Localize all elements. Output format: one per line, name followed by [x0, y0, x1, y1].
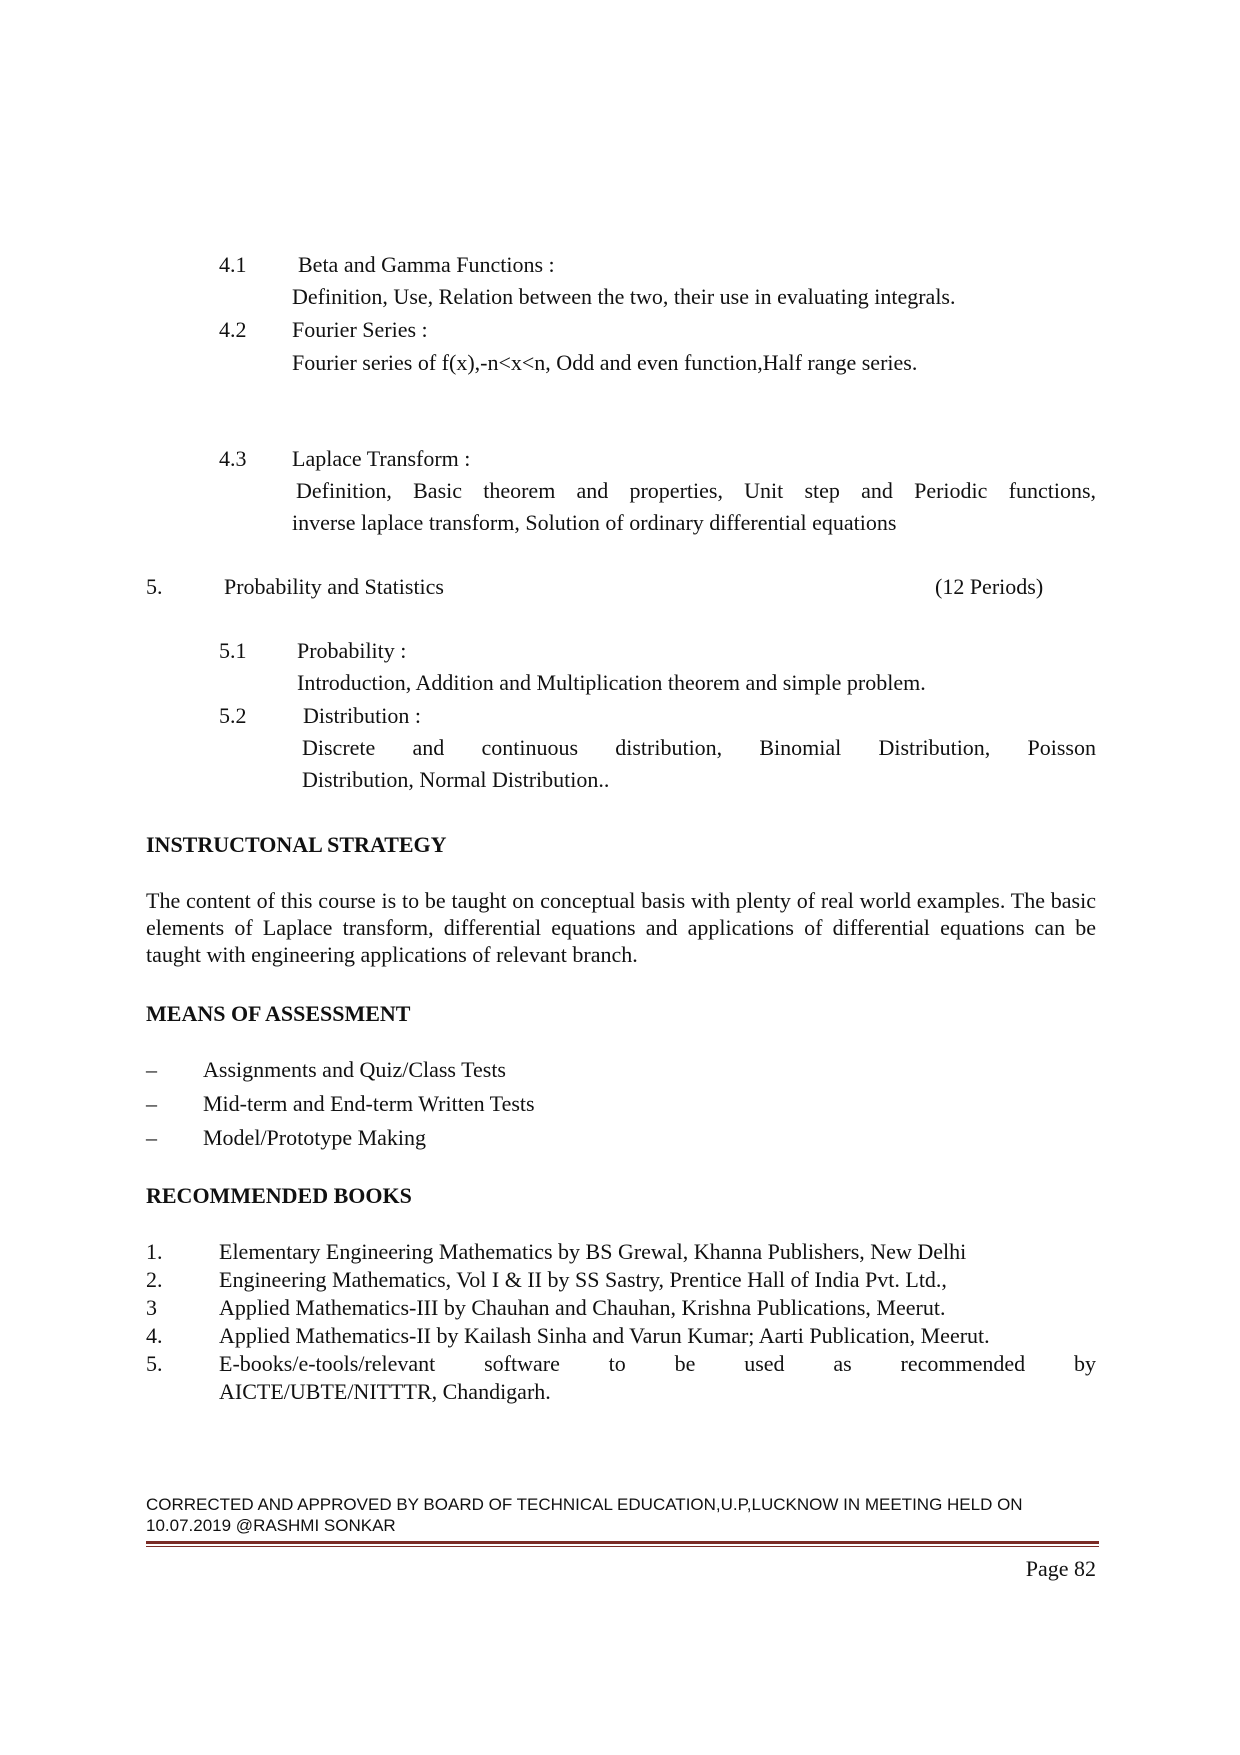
heading-recommended-books: RECOMMENDED BOOKS — [146, 1183, 412, 1208]
heading-means-of-assessment: MEANS OF ASSESSMENT — [146, 1001, 411, 1026]
footer-rule — [146, 1546, 1099, 1547]
section-number: 4.2 — [219, 317, 247, 342]
assessment-item: Mid-term and End-term Written Tests — [203, 1091, 535, 1116]
assessment-item: Assignments and Quiz/Class Tests — [203, 1057, 506, 1082]
section-title: Distribution : — [303, 703, 421, 728]
assessment-item: Model/Prototype Making — [203, 1125, 427, 1150]
section-number: 4.1 — [219, 252, 247, 277]
section-body-line: inverse laplace transform, Solution of ordinary differential equations — [292, 510, 897, 535]
book-number: 1. — [146, 1239, 163, 1264]
section-body: Definition, Use, Relation between the two, their use in evaluating integrals. — [292, 284, 956, 309]
book-number: 5. — [146, 1351, 163, 1376]
section-body-line: Distribution, Normal Distribution.. — [302, 767, 610, 792]
book-number: 4. — [146, 1323, 163, 1348]
unit-number: 5. — [146, 574, 163, 599]
section-title: Laplace Transform : — [292, 446, 471, 471]
heading-instructional-strategy: INSTRUCTONAL STRATEGY — [146, 832, 447, 857]
section-number: 4.3 — [219, 446, 247, 471]
section-body-line: Definition, Basic theorem and properties, Unit step and Periodic functions, — [296, 478, 1096, 503]
footer-rule — [146, 1541, 1099, 1544]
section-number: 5.1 — [219, 638, 247, 663]
section-title: Probability : — [297, 638, 407, 663]
page-number: Page 82 — [1025, 1556, 1096, 1581]
book-entry: Engineering Mathematics, Vol I & II by SS Sastry, Prentice Hall of India Pvt. Ltd., — [219, 1267, 947, 1292]
book-entry-continued: AICTE/UBTE/NITTTR, Chandigarh. — [219, 1379, 551, 1404]
book-entry: Elementary Engineering Mathematics by BS Grewal, Khanna Publishers, New Delhi — [219, 1239, 967, 1264]
unit-periods: (12 Periods) — [935, 574, 1044, 599]
bullet-dash: – — [146, 1091, 157, 1116]
footer-approval-line: 10.07.2019 @RASHMI SONKAR — [146, 1516, 396, 1535]
unit-title: Probability and Statistics — [224, 574, 444, 599]
instructional-text: The content of this course is to be taught on conceptual basis with plenty of real world examples. The basic elements of Laplace transform, differential equations and applications of differential equations can be taught with engineering applications of relevant branch. — [146, 888, 1096, 967]
book-entry: Applied Mathematics-II by Kailash Sinha and Varun Kumar; Aarti Publication, Meerut. — [219, 1323, 990, 1348]
section-body-line: Discrete and continuous distribution, Binomial Distribution, Poisson — [302, 735, 1096, 760]
bullet-dash: – — [146, 1057, 157, 1082]
section-body: Fourier series of f(x),-n<x<n, Odd and even function,Half range series. — [292, 350, 918, 375]
footer-approval-line: CORRECTED AND APPROVED BY BOARD OF TECHNICAL EDUCATION,U.P,LUCKNOW IN MEETING HELD ON — [146, 1495, 1023, 1514]
section-title: Fourier Series : — [292, 317, 428, 342]
section-title: Beta and Gamma Functions : — [298, 252, 555, 277]
book-entry: Applied Mathematics-III by Chauhan and Chauhan, Krishna Publications, Meerut. — [219, 1295, 946, 1320]
book-number: 3 — [146, 1295, 157, 1320]
book-number: 2. — [146, 1267, 163, 1292]
section-body: Introduction, Addition and Multiplication theorem and simple problem. — [297, 670, 926, 695]
book-entry: E-books/e-tools/relevant software to be used as recommended by — [219, 1351, 1096, 1376]
section-number: 5.2 — [219, 703, 247, 728]
bullet-dash: – — [146, 1125, 157, 1150]
